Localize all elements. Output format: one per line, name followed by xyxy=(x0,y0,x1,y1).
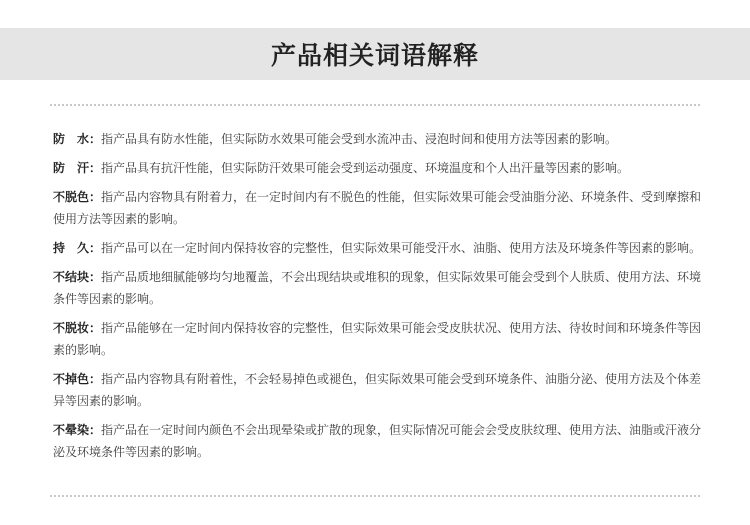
terms-list xyxy=(53,128,703,470)
term-description: 指产品能够在一定时间内保持妆容的完整性，但实际效果可能会受皮肤状况、使用方法、待妆时间和环境条件等因素的影响。 xyxy=(53,321,702,357)
page-title: 产品相关词语解释 xyxy=(270,41,479,70)
term-label: 持 久： xyxy=(53,241,102,255)
term-description: 指产品具有抗汗性能，但实际防汗效果可能会受到运动强度、环境温度和个人出汗量等因素的影响。 xyxy=(101,161,630,175)
term-description: 指产品内容物具有附着性，不会轻易掉色或褪色，但实际效果可能会受到环境条件、油脂分泌、使用方法及个体差异等因素的影响。 xyxy=(53,372,702,408)
term-waterproof xyxy=(53,128,703,150)
term-label: 不晕染： xyxy=(53,423,102,437)
top-dotted-divider xyxy=(50,104,700,106)
header-banner xyxy=(0,28,750,80)
term-label: 不脱色： xyxy=(53,190,102,204)
term-description: 指产品具有防水性能，但实际防水效果可能会受到水流冲击、浸泡时间和使用方法等因素的影响。 xyxy=(101,132,618,146)
term-description: 指产品可以在一定时间内保持妆容的完整性，但实际效果可能受汗水、油脂、使用方法及环境条件等因素的影响。 xyxy=(101,241,702,255)
term-sweatproof xyxy=(53,157,703,179)
term-label: 不脱妆： xyxy=(53,321,102,335)
term-long-lasting xyxy=(53,237,703,259)
term-description: 指产品内容物具有附着力，在一定时间内有不脱色的性能，但实际效果可能会受油脂分泌、环境条件、受到摩擦和使用方法等因素的影响。 xyxy=(53,190,702,226)
term-label: 不结块： xyxy=(53,270,102,284)
term-description: 指产品质地细腻能够均匀地覆盖，不会出现结块或堆积的现象，但实际效果可能会受到个人肤质、使用方法、环境条件等因素的影响。 xyxy=(53,270,702,306)
term-no-caking xyxy=(53,266,703,310)
bottom-dotted-divider xyxy=(50,495,700,497)
term-label: 防 汗： xyxy=(53,161,102,175)
term-no-makeup-loss xyxy=(53,317,703,361)
term-label: 防 水： xyxy=(53,132,102,146)
term-description: 指产品在一定时间内颜色不会出现晕染或扩散的现象，但实际情况可能会会受皮肤纹理、使用方法、油脂或汗液分泌及环境条件等因素的影响。 xyxy=(53,423,702,459)
term-no-fading xyxy=(53,368,703,412)
term-no-smudging xyxy=(53,419,703,463)
term-no-transfer xyxy=(53,186,703,230)
term-label: 不掉色： xyxy=(53,372,102,386)
